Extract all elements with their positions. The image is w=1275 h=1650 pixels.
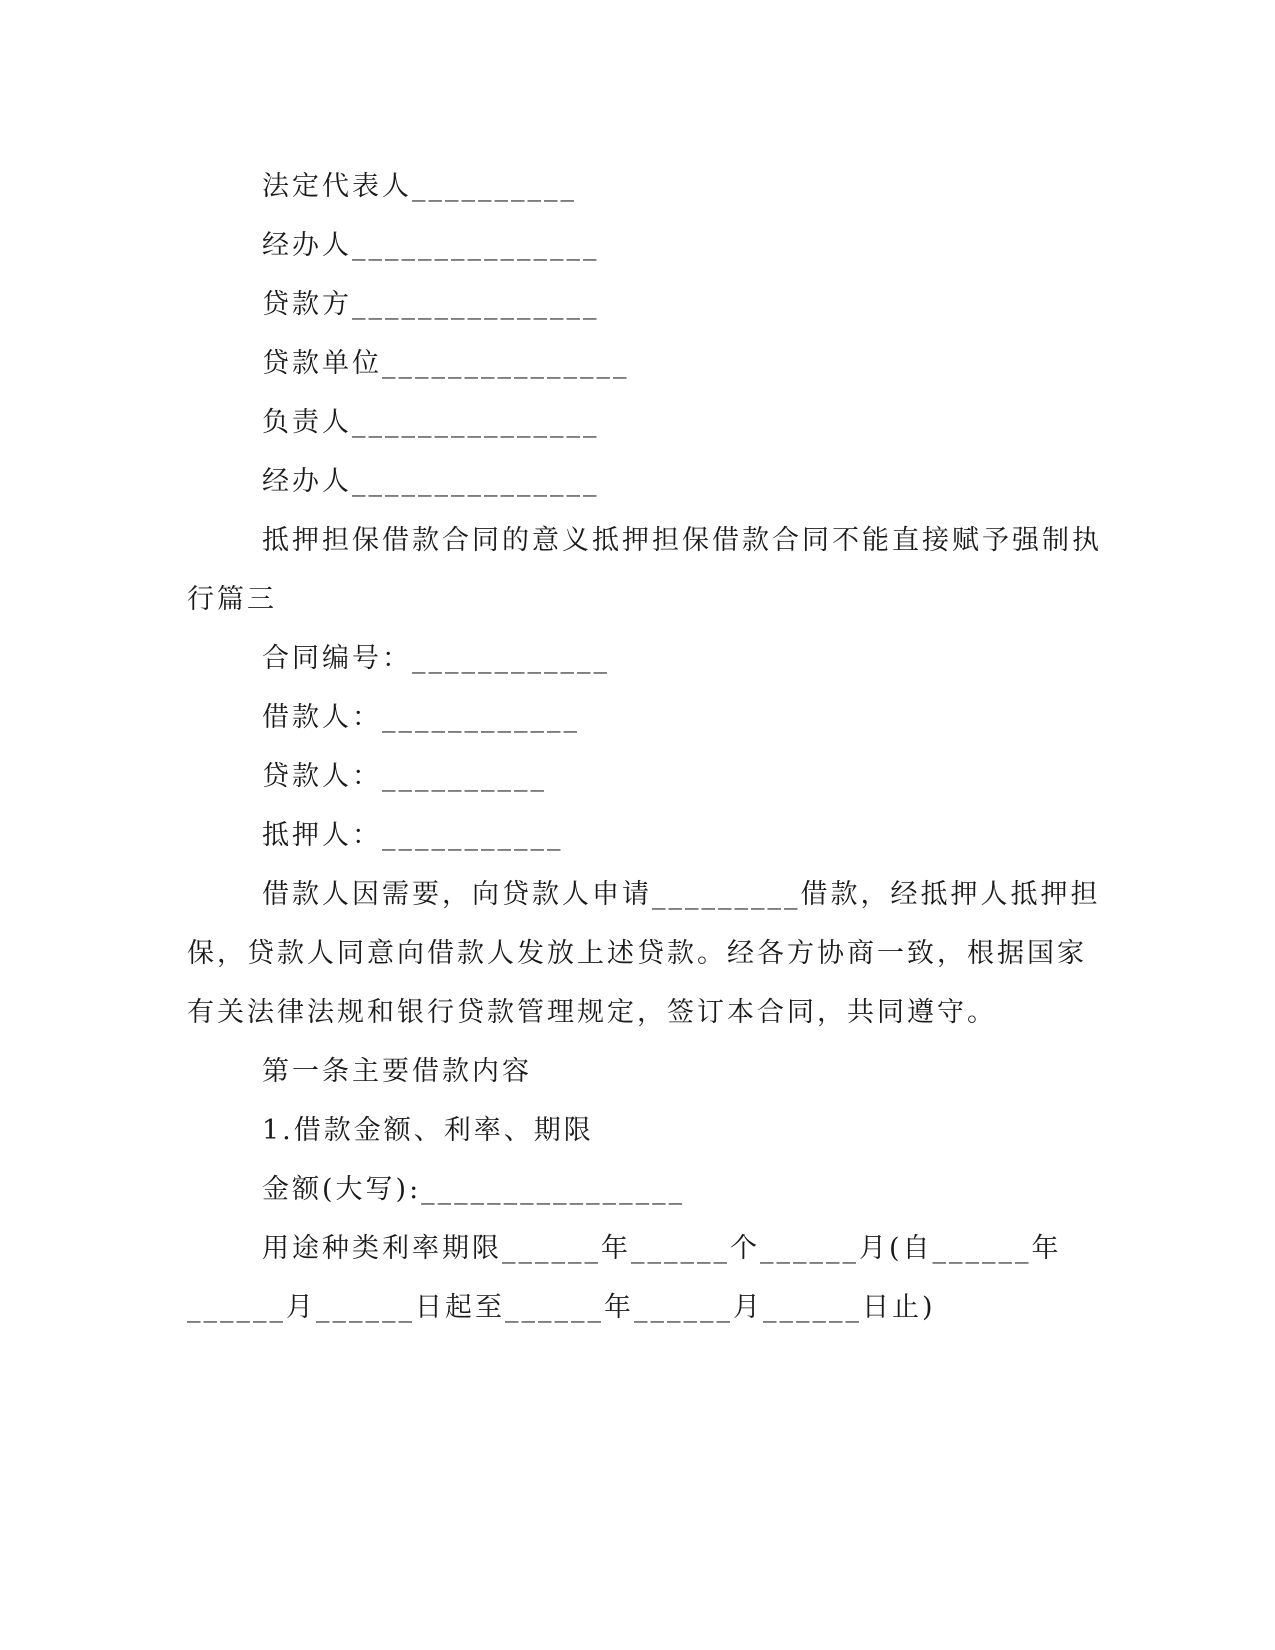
borrower-field: 借款人：____________	[262, 702, 580, 733]
section-heading-line-1: 抵押担保借款合同的意义抵押担保借款合同不能直接赋予强制执	[262, 525, 1102, 556]
legal-representative-field: 法定代表人__________	[262, 171, 577, 202]
preamble-line-1: 借款人因需要，向贷款人申请_________借款，经抵押人抵押担	[262, 879, 1101, 910]
lender-field: 贷款人：__________	[262, 761, 547, 792]
lender-party-field: 贷款方_______________	[262, 289, 600, 320]
handler-field: 经办人_______________	[262, 230, 600, 261]
amount-field: 金额(大写):________________	[262, 1174, 686, 1205]
handler-field-2: 经办人_______________	[262, 466, 600, 497]
section-heading-line-2: 行篇三	[187, 584, 277, 615]
contract-number-field: 合同编号：____________	[262, 643, 610, 674]
term-line-1: 用途种类利率期限______年______个______月(自______年	[262, 1233, 1062, 1264]
mortgagor-field: 抵押人：___________	[262, 820, 564, 851]
preamble-line-2: 保，贷款人同意向借款人发放上述贷款。经各方协商一致，根据国家	[187, 938, 1087, 969]
lending-unit-field: 贷款单位_______________	[262, 348, 630, 379]
article-one-heading: 第一条主要借款内容	[262, 1056, 532, 1087]
preamble-line-3: 有关法律法规和银行贷款管理规定，签订本合同，共同遵守。	[187, 997, 997, 1028]
term-line-2: ______月______日起至______年______月______日止)	[187, 1292, 936, 1323]
person-in-charge-field: 负责人_______________	[262, 407, 600, 438]
clause-1-heading: 1.借款金额、利率、期限	[262, 1115, 594, 1146]
